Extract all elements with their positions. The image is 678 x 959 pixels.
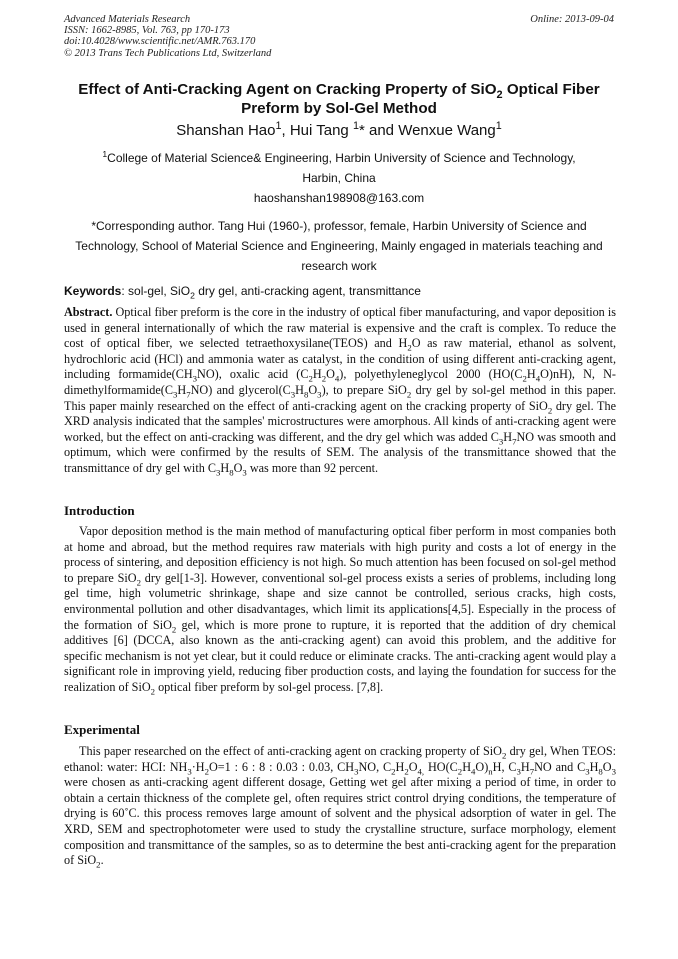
journal-doi: doi:10.4028/www.scientific.net/AMR.763.170 — [64, 36, 256, 48]
abstract-label: Abstract. — [64, 305, 113, 319]
author-list: Shanshan Hao$^1$, Hui Tang $^1$* and Wenxue Wang$^1$ — [176, 120, 502, 139]
introduction-heading: Introduction — [64, 503, 135, 518]
author-2: Hui Tang — [289, 122, 349, 139]
affiliation: $^1$College of Material Science& Engineering, Harbin University of Science and Technology, Harbin, China haoshanshan198908@163.com — [60, 148, 618, 208]
journal-name: Advanced Materials Research — [64, 14, 191, 25]
keywords: Keywords: sol-gel, SiO$_2$ dry gel, anti-cracking agent, transmittance — [64, 284, 421, 301]
journal-header — [64, 14, 271, 59]
experimental-heading: Experimental — [64, 722, 140, 737]
online-date: Online: 2013-09-04 — [530, 14, 614, 25]
experimental-paragraph: This paper researched on the effect of anti-cracking agent on cracking property of SiO$_2$ dry gel, When TEOS: ethanol: water: HCI: $NH_3\cdot H_2O=1$ : 6 : 8 : 0.03 : 0.03, $CH_3NO$, $C_2H_2O_{4,}$ $HO(C_2H_4O)_nH$, $C_3H_7NO$ and $C_3H_8O_3$ were chosen as anti-cracking agent different dosage, Getting wet gel after mixing a period of time, in order to obtain a certain thickness of the complete gel, often requires strict control drying conditions, the temperature of drying is 60˚C. this process removes large amount of solvent and the physical adsorption of water in gel. The XRD, SEM and spectrophotometer were used to study the crystalline structure, surface morphology, element composition and transmittance of the samples, so as to determine the best anti-cracking agent for the preparation of SiO$_2$. — [64, 744, 616, 870]
journal-issn: ISSN: 1662-8985, Vol. 763, pp 170-173 — [64, 25, 230, 37]
author-1: Shanshan Hao — [176, 122, 276, 139]
abstract: Abstract. Optical fiber preform is the core in the industry of optical fiber manufacturing, and vapor deposition is used in general internationally of which the raw material is expensive and the craft is complex. To reduce the cost of optical fiber, we selected tetraethoxysilane(TEOS) and $H_2O$ as raw material, ethanol as solvent, hydrochloric acid (HCl) and ammonia water as catalyst, in the condition of using different anti-cracking agent, including $formamide(CH_3NO)$, oxalic acid $(C_2H_2O_4)$, polyethyleneglycol 2000 $(HO(C_2H_4O)nH)$, N, $N-dimethylformamide(C_3H_7NO)$ and $glycerol(C_3H_8O_3)$, to prepare SiO$_2$ dry gel by sol-gel method in this paper. This paper mainly researched on the effect of anti-cracking agent on the cracking property of SiO$_2$ dry gel. The XRD analysis indicated that the samples' microstructures were amorphous. All kinds of anti-cracking agent were worked, but the effect on anti-cracking was different, and the dry gel which was added $C_3H_7NO$ was smooth and optimum, which were confirmed by the results of SEM. The analysis of the transmittance showed that the transmittance of dry gel with $C_3H_8O_3$ was more than 92 percent. — [64, 305, 616, 478]
corresponding-author-note: *Corresponding author. Tang Hui (1960-), professor, female, Harbin University of Science and Technology, School of Material Science and Engineering, Mainly engaged in materials teaching and research work — [75, 219, 603, 273]
author-email: haoshanshan198908@163.com — [253, 191, 425, 205]
introduction-paragraph: Vapor deposition method is the main method of manufacturing optical fiber perform in most companies both at home and abroad, but the method requires raw materials with high purity and costs a lot of energy in the process of sintering, and deposition efficiency is not high. So much attention has been focused on sol-gel method to prepare SiO$_2$ dry gel[1-3]. However, conventional sol-gel process exists a series of problems, including long gel time, high volumetric shrinkage, shape and size cannot be controlled, serious cracks, high costs, environmental pollution and other disadvantages, which limit its applications[4,5]. Especially in the process of the formation of SiO$_2$ gel, which is more prone to rupture, it is reported that the addition of dry chemical additives [6] (DCCA, also known as the anti-cracking agent) can avoid this problem, and the additive for specific mechanism is not yet clear, but it could reduce or eliminate cracks. The anti-cracking agent would play a significant role in improving yield, reducing fiber production costs, and laying the foundation for success for the realization of SiO$_2$ optical fiber preform by sol-gel process. [7,8]. — [64, 524, 617, 697]
author-3: Wenxue Wang — [398, 122, 496, 139]
paper-title: Effect of Anti-Cracking Agent on Cracking Property of SiO$_2$ Optical Fiber Preform by Sol-Gel Method — [78, 81, 600, 117]
journal-copyright: © 2013 Trans Tech Publications Ltd, Switzerland — [64, 47, 272, 59]
